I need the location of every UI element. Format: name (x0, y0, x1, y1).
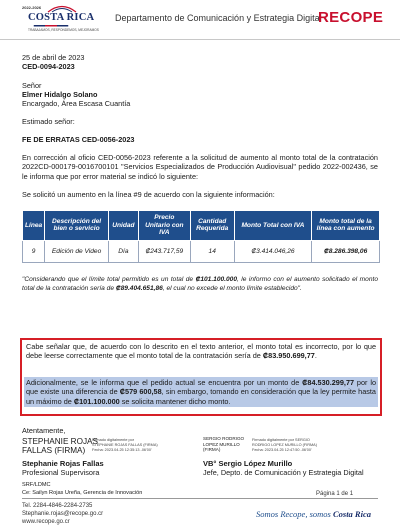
cell-precio: ₡243.717,59 (138, 240, 190, 262)
signer-1-role: Profesional Supervisora (22, 468, 100, 477)
col-header-cantidad: Cantidad Requerida (190, 211, 234, 241)
cell-cantidad: 14 (190, 240, 234, 262)
cell-monto-linea: ₡8.286.398,06 (312, 240, 380, 262)
logo-slogan: TRABAJAMOS, RESPONDEMOS, MEJORAMOS (28, 28, 99, 32)
cell-monto-total: ₡3.414.046,26 (234, 240, 312, 262)
digital-signature-1-line-2: STEPHANIE ROJAS FALLAS (FIRMA) (92, 442, 158, 447)
line-intro: Se solicitó un aumento en la línea #9 de acuerdo con la siguiente información: (22, 190, 275, 199)
signer-1-name: Stephanie Rojas Fallas (22, 459, 104, 468)
signature-stamp-1 (22, 437, 98, 456)
additional-text-b: por lo que existe una diferencia de (26, 378, 377, 397)
cell-unidad: Día (108, 240, 138, 262)
footer-slogan (256, 509, 371, 519)
col-header-descripcion: Descripción del bien o servicio (45, 211, 109, 241)
letter-reference: CED-0094-2023 (22, 62, 75, 71)
subject-line: FE DE ERRATAS CED-0056-2023 (22, 135, 135, 144)
letterhead (0, 0, 400, 40)
digital-signature-1-line-3: Fecha: 2023.04.25 12:35:13 -06'00' (92, 447, 152, 452)
cc-line: Ce: Sailyn Rojas Ureña, Gerencia de Innovación (22, 490, 143, 496)
digital-signature-2 (252, 438, 317, 453)
recope-logo: RECOPE (318, 9, 384, 26)
additional-amount-current: ₡84.530.299,77 (302, 378, 355, 387)
page-number: Página 1 de 1 (316, 491, 354, 497)
col-header-monto-linea: Monto total de la línea con aumento (312, 211, 380, 241)
col-header-monto-total: Monto Total con IVA (234, 211, 312, 241)
logo-name: COSTA RICA (28, 12, 95, 23)
letter-date: 25 de abril de 2023 (22, 53, 85, 62)
signature-1-visual-line-1: STEPHANIE ROJAS (22, 437, 98, 446)
signer-2-role: Jefe, Depto. de Comunicación y Estrategia Digital (203, 468, 364, 477)
note-middle: , le informo con el aumento solicitado el monto total de la contratación sería de (22, 276, 378, 292)
table-header-row (23, 211, 380, 241)
digital-signature-2-line-1: Firmado digitalmente por SERGIO (252, 438, 310, 442)
table-row (23, 240, 380, 262)
additional-amount-difference: ₡579 600,58 (119, 387, 162, 397)
signature-stamp-2 (203, 436, 244, 453)
recipient-name: Elmer Hidalgo Solano (22, 90, 98, 99)
signer-2-name: VB° Sergio López Murillo (203, 459, 293, 468)
digital-signature-1 (92, 438, 158, 453)
signature-2-visual-line-1: SERGIO RODRIGO (203, 436, 245, 441)
intro-paragraph: En corrección al oficio CED-0056-2023 referente a la solicitud de aumento al monto total de la contratación 2022CD-000179-0016700101 "Servicios Especializados de Producción Audiovisual" pedido 2022-002436, se le informa que por error material se indicó lo siguiente: (22, 153, 378, 181)
additional-paragraph (24, 377, 378, 407)
col-header-precio: Precio Unitario con IVA (138, 211, 190, 241)
additional-text-c: , sin embargo, tomando en consideración que la ley permite hasta un máximo de (26, 387, 376, 406)
note-amount-total: ₡89.404.651,86 (115, 284, 163, 292)
correction-amount: ₡83.950.699,77 (262, 351, 315, 361)
footer-email: Stephanie.rojas@recope.go.cr (22, 511, 104, 517)
flag-stripe-icon (28, 25, 74, 27)
footer-phone: Tel. 2284-4846-2284-2735 (22, 503, 93, 509)
department-name: Departamento de Comunicación y Estrategia Digital (115, 13, 322, 23)
col-header-linea: Línea (23, 211, 45, 241)
footer-web: www.recope.go.cr (22, 519, 70, 525)
footer-slogan-a: Somos Recope, somos (256, 509, 331, 519)
logo-years: 2022-2026 (22, 5, 42, 10)
line-items-table (22, 210, 380, 263)
salutation-title: Señor (22, 81, 42, 90)
signature-2-visual-line-2: LOPEZ MURILLO (203, 441, 240, 447)
correction-end: . (314, 351, 317, 361)
signature-2-visual-line-3: (FIRMA) (203, 447, 221, 452)
correction-paragraph (26, 342, 376, 361)
col-header-unidad: Unidad (108, 211, 138, 241)
cell-descripcion: Edición de Video (45, 240, 109, 262)
quoted-note (22, 276, 378, 293)
additional-text-d: se solicita mantener dicho monto. (119, 396, 231, 406)
signature-1-visual-line-2: FALLAS (FIRMA) (22, 446, 86, 456)
footer-divider (22, 498, 378, 499)
closing: Atentamente, (22, 426, 66, 435)
cell-linea: 9 (23, 240, 45, 262)
additional-amount-max: ₡101.100.000 (73, 396, 120, 406)
correction-text: Cabe señalar que, de acuerdo con lo descrito en el texto anterior, el monto total es incorrecto, por lo que debe leerse correctamente que el monto total de la contratación sería de (26, 342, 376, 361)
greeting: Estimado señor: (22, 117, 75, 126)
footer-slogan-b: Costa Rica (332, 509, 371, 519)
digital-signature-2-line-3: Fecha: 2023.04.25 12:47:50 -06'00' (252, 447, 312, 452)
digital-signature-1-line-1: Firmado digitalmente por (92, 438, 134, 442)
digital-signature-2-line-2: RODRIGO LOPEZ MURILLO (FIRMA) (252, 442, 317, 447)
note-amount-limit: ₡101.100.000 (195, 276, 237, 283)
note-suffix: , el cual no excede el monto límite establecido". (162, 284, 302, 292)
note-prefix: "Considerando que el límite total permitido es un total de (22, 276, 196, 283)
additional-text-a: Adicionalmente, se le informa que el pedido actual se encuentra por un monto de (26, 378, 303, 387)
recipient-role: Encargado, Área Escasa Cuantía (22, 99, 131, 108)
initials: SRF/LDMC (22, 482, 51, 488)
